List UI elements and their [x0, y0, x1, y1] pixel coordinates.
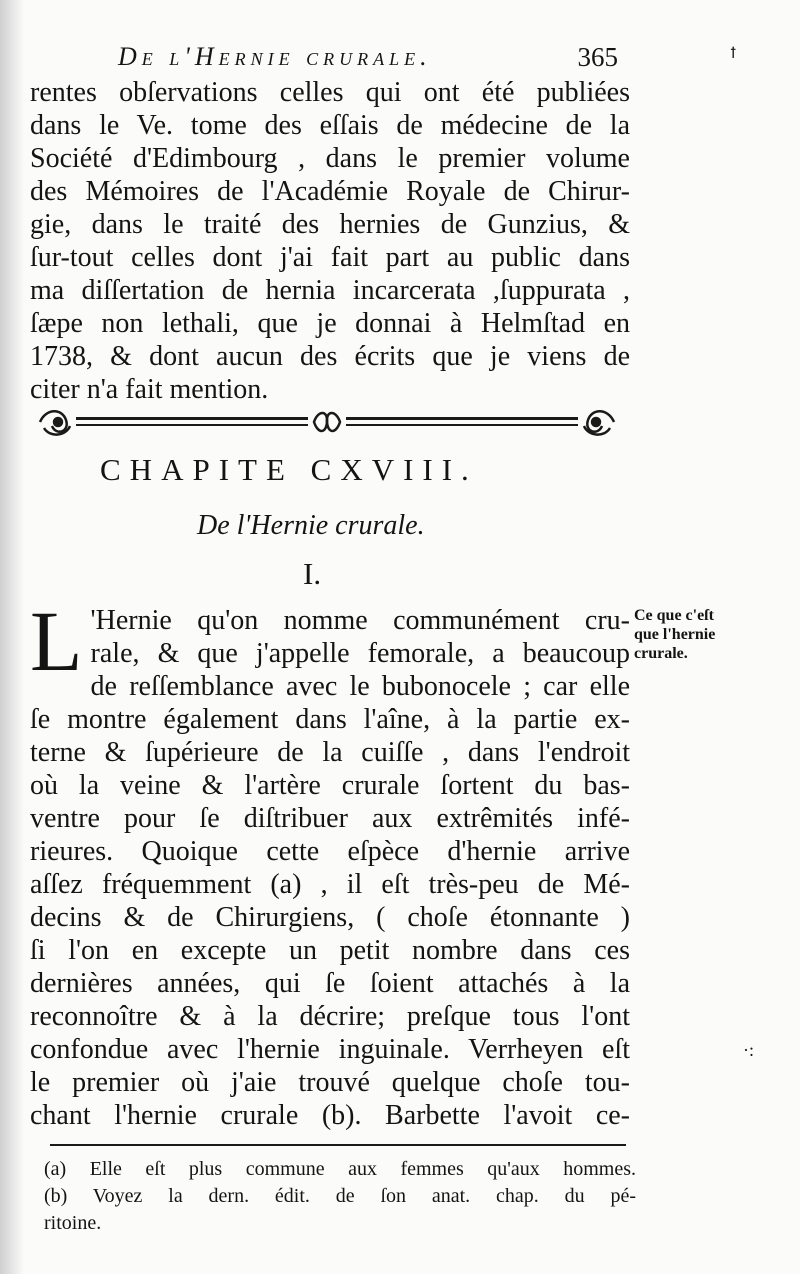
footnote-line: (a) Elle eſt plus commune aux femmes qu'aux hommes. — [44, 1158, 636, 1180]
text-line: gie, dans le traité des hernies de Gunzius, & — [30, 209, 630, 240]
text-line: ſæpe non lethali, que je donnai à Helmſtad en — [30, 308, 630, 339]
main-paragraph — [30, 593, 630, 1132]
text-line: chant l'hernie crurale (b). Barbette l'avoit ce- — [30, 1100, 630, 1131]
chapter-subtitle: De l'Hernie crurale. — [197, 510, 425, 541]
side-mark: ·: — [743, 1040, 754, 1060]
text-line: 1738, & dont aucun des écrits que je viens de — [30, 341, 630, 372]
margin-note-line: crurale. — [634, 645, 688, 662]
margin-note-line: Ce que c'eſt — [634, 607, 714, 624]
footnote-rule — [50, 1144, 626, 1146]
text-line: rieures. Quoique cette eſpèce d'hernie arrive — [30, 836, 630, 867]
text-line: decins & de Chirurgiens, ( choſe étonnante ) — [30, 902, 630, 933]
opening-paragraph — [30, 76, 630, 406]
text-line: dans le Ve. tome des eſſais de médecine de la — [30, 110, 630, 141]
text-line: reconnoître & à la décrire; preſque tous l'ont — [30, 1001, 630, 1032]
text-line: confondue avec l'hernie inguinale. Verrheyen eſt — [30, 1034, 630, 1065]
text-line: ſe montre également dans l'aîne, à la partie ex- — [30, 704, 630, 735]
text-line: rale, & que j'appelle femorale, a beaucoup — [90, 638, 630, 669]
text-line: citer n'a fait mention. — [30, 374, 269, 405]
text-line: ventre pour ſe diſtribuer aux extrêmités infé- — [30, 803, 630, 834]
text-line: ma diſſertation de hernia incarcerata ,ſuppurata , — [30, 275, 630, 306]
chapter-title: CHAPITE CXVIII. — [100, 452, 478, 487]
running-head: De l'Hernie crurale. — [118, 42, 432, 71]
section-number: I. — [303, 556, 322, 591]
text-line: aſſez fréquemment (a) , il eſt très-peu de Mé- — [30, 869, 630, 900]
ornamental-divider — [36, 400, 618, 446]
text-line: 'Hernie qu'on nomme communément cru- — [90, 605, 630, 636]
text-line: ſur-tout celles dont j'ai fait part au public dans — [30, 242, 630, 273]
text-line: Société d'Edimbourg , dans le premier volume — [30, 143, 630, 174]
text-line: des Mémoires de l'Académie Royale de Chirur- — [30, 176, 630, 207]
footnote-line: (b) Voyez la dern. édit. de ſon anat. chap. du pé- — [44, 1185, 636, 1207]
footnote-line: ritoine. — [44, 1212, 102, 1234]
text-line: de reſſemblance avec le bubonocele ; car elle — [90, 671, 630, 702]
drop-cap: L — [30, 593, 83, 689]
text-line: dernières années, qui ſe ſoient attachés à la — [30, 968, 630, 999]
margin-note-line: que l'hernie — [634, 626, 716, 643]
text-line: le premier où j'aie trouvé quelque choſe tou- — [30, 1067, 630, 1098]
footnotes — [44, 1156, 636, 1237]
page-number: 365 — [577, 42, 618, 72]
corner-mark: ꝉ — [730, 46, 737, 62]
margin-note — [634, 606, 762, 663]
text-line: ſi l'on en excepte un petit nombre dans ces — [30, 935, 630, 966]
text-line: où la veine & l'artère crurale ſortent du bas- — [30, 770, 630, 801]
text-line: terne & ſupérieure de la cuiſſe , dans l'endroit — [30, 737, 630, 768]
text-line: rentes obſervations celles qui ont été publiées — [30, 77, 630, 108]
page-gutter-shadow — [0, 0, 24, 1274]
